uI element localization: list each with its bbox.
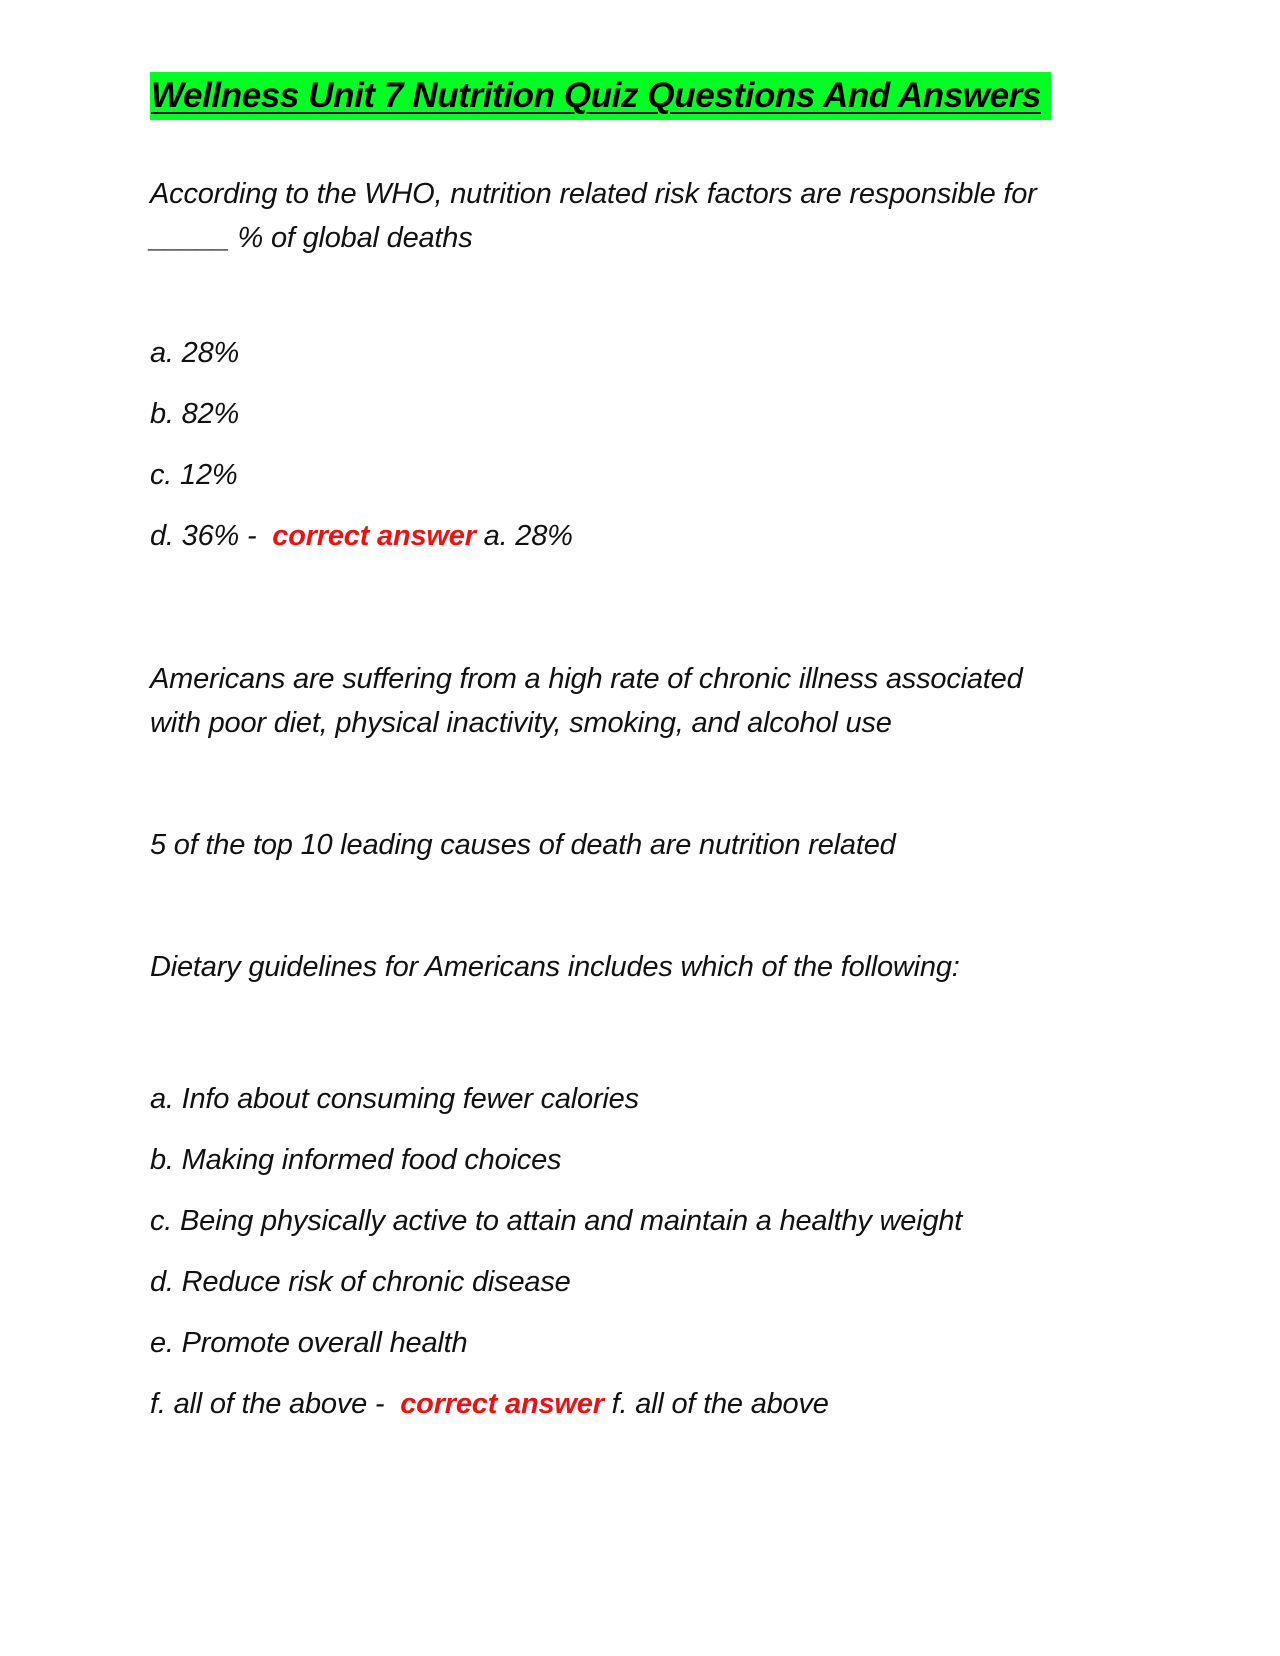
statement-2: [150, 823, 1130, 867]
document-page: [150, 72, 1130, 1435]
question-1-text-line-1: According to the WHO, nutrition related risk factors are responsible for: [150, 178, 1037, 210]
option-c: c. Being physically active to attain and maintain a healthy weight: [150, 1205, 963, 1237]
correct-answer-value: f. all of the above: [603, 1388, 829, 1420]
question-1: [150, 172, 1130, 260]
option-f-with-answer: [150, 1374, 1130, 1435]
statement-1-line-1: Americans are suffering from a high rate of chronic illness associated: [150, 663, 1023, 695]
document-title: Wellness Unit 7 Nutrition Quiz Questions And Answers: [150, 72, 1051, 120]
correct-answer-value: a. 28%: [475, 520, 573, 552]
question-1-text-line-2: _____ % of global deaths: [150, 222, 473, 254]
option-f: f. all of the above -: [150, 1388, 393, 1420]
option-d: d. 36% -: [150, 520, 265, 552]
statement-1: [150, 657, 1130, 745]
statement-2-text: 5 of the top 10 leading causes of death are nutrition related: [150, 829, 896, 861]
option-d-with-answer: [150, 506, 1130, 567]
statement-1-line-2: with poor diet, physical inactivity, smoking, and alcohol use: [150, 707, 892, 739]
option-b: b. Making informed food choices: [150, 1144, 562, 1176]
question-1-options: [150, 323, 1130, 567]
question-2-options: [150, 1069, 1130, 1435]
option-b: b. 82%: [150, 398, 240, 430]
correct-answer-label: correct answer: [272, 520, 476, 552]
correct-answer-label: correct answer: [400, 1388, 604, 1420]
option-d: d. Reduce risk of chronic disease: [150, 1266, 571, 1298]
question-2-text: Dietary guidelines for Americans includes which of the following:: [150, 951, 960, 983]
question-2: [150, 945, 1130, 989]
option-a: a. Info about consuming fewer calories: [150, 1083, 639, 1115]
option-e: e. Promote overall health: [150, 1327, 468, 1359]
option-a: a. 28%: [150, 337, 240, 369]
option-c: c. 12%: [150, 459, 238, 491]
